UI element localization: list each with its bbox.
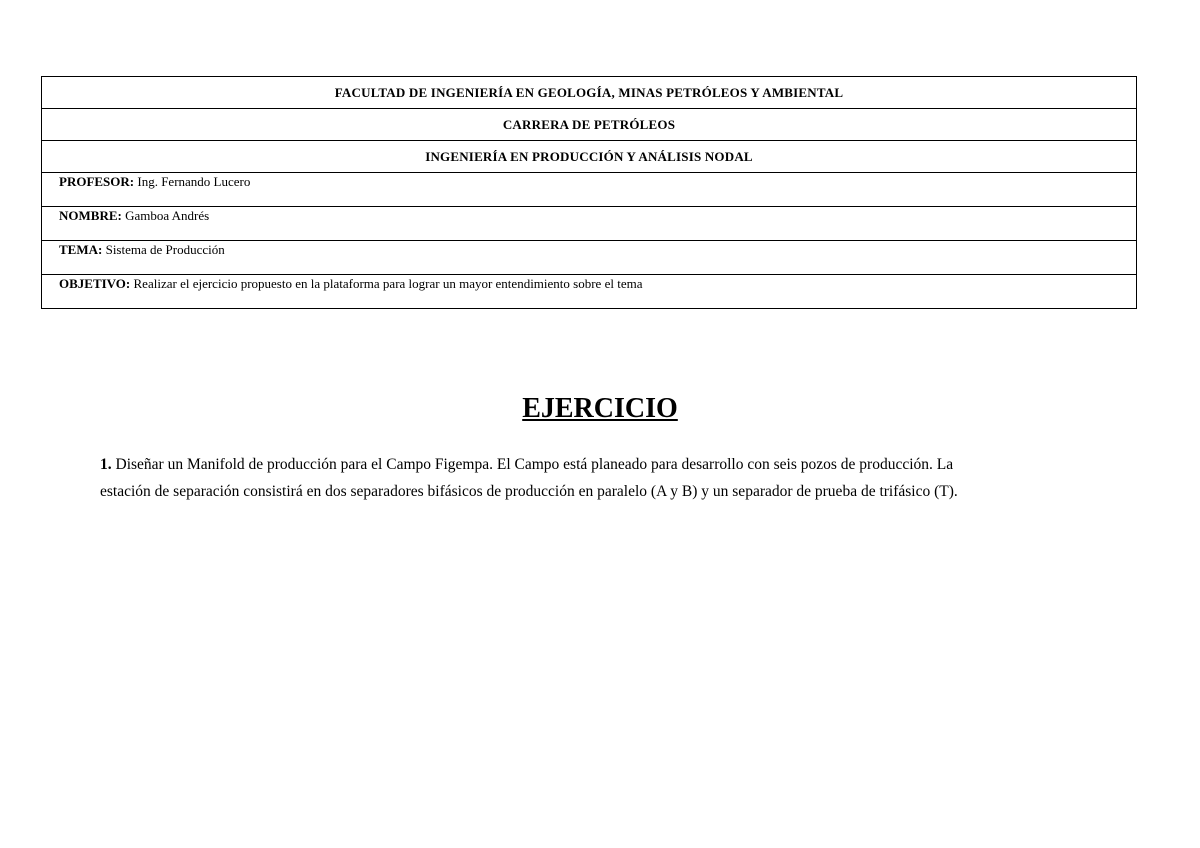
career-cell: CARRERA DE PETRÓLEOS [42, 109, 1137, 141]
topic-row [42, 241, 1137, 275]
topic-value: Sistema de Producción [105, 242, 225, 257]
name-row [42, 207, 1137, 241]
faculty-cell: FACULTAD DE INGENIERÍA EN GEOLOGÍA, MINAS PETRÓLEOS Y AMBIENTAL [42, 77, 1137, 109]
name-value: Gamboa Andrés [125, 208, 210, 223]
course-row [42, 141, 1137, 173]
exercise-text-line-1: Diseñar un Manifold de producción para el Campo Figempa. El Campo está planeado para desarrollo con seis pozos de producción. La [115, 456, 954, 473]
professor-cell [42, 173, 1137, 207]
professor-label: PROFESOR: [59, 174, 135, 189]
professor-value: Ing. Fernando Lucero [137, 174, 251, 189]
section-title: EJERCICIO [522, 393, 678, 424]
header-table [41, 76, 1137, 309]
faculty-row [42, 77, 1137, 109]
name-cell [42, 207, 1137, 241]
objective-label: OBJETIVO: [59, 276, 131, 291]
topic-label: TEMA: [59, 242, 103, 257]
course-cell: INGENIERÍA EN PRODUCCIÓN Y ANÁLISIS NODAL [42, 141, 1137, 173]
exercise-line-1 [100, 451, 1100, 478]
exercise-text-line-2: estación de separación consistirá en dos separadores bifásicos de producción en paralelo (A y B) y un separador de prueba de trifásico (T). [100, 483, 958, 500]
objective-value: Realizar el ejercicio propuesto en la plataforma para lograr un mayor entendimiento sobre el tema [133, 276, 643, 291]
exercise-paragraph [100, 451, 1100, 505]
objective-cell [42, 275, 1137, 309]
exercise-number: 1. [100, 456, 112, 473]
name-label: NOMBRE: [59, 208, 122, 223]
topic-cell [42, 241, 1137, 275]
career-row [42, 109, 1137, 141]
professor-row [42, 173, 1137, 207]
objective-row [42, 275, 1137, 309]
